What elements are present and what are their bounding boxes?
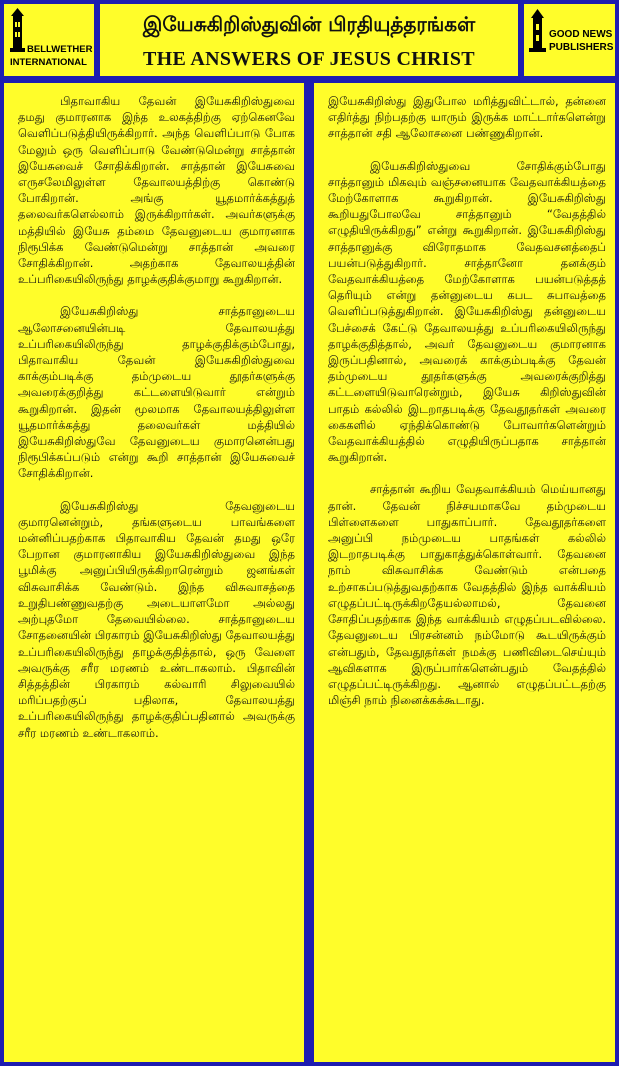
paragraph: பிதாவாகிய தேவன் இயேசுகிறிஸ்துவை தமது குமாரனாக இந்த உலகத்திற்கு ஏற்கெனவே வெளிப்படுத்தியிருக்கிறார். அந்த வெளிப்பாடு போக மேலும் ஒரு வெளிப்பாடு வேண்டுமென்று சாத்தான் இயேசுவைச் சோதிக்கிறான். சாத்தான் இயேசுவை எருசலேமிலுள்ள தேவாலயத்திற்கு கொண்டு போகிறான். அங்கு யூதமார்க்கத்துத் தலைவர்களெல்லாம் இருக்கிறார்கள். அவர்களுக்கு மத்தியில் இயேசு தம்மை தேவனுடைய குமாரனாக நிரூபிக்க வேண்டுமென்று சாத்தான் அவரை சோதிக்கிறான். அதற்காக தேவாலயத்தின் உப்பரிகையிலிருந்து தாழக்குதிக்குமாறு கூறுகிறான். [18,94,295,287]
paragraph: சாத்தான் கூறிய வேதவாக்கியம் மெய்யானது தான். தேவன் நிச்சயமாகவே தம்முடைய பிள்ளைகளை பாதுகாப்பார். தேவதூதர்களை அனுப்பி நம்முடைய பாதங்கள் கல்லில் இடறாதபடிக்கு பாதுகாத்துக்கொள்வார். தேவனை நாம் விசுவாசிக்க வேண்டும் என்பதை உற்சாகப்படுத்துவதற்காக வேதத்தில் இந்த வாக்கியம் எழுதப்பட்டிருக்கிறதேயல்லாமல், தேவனை சோதிப்பதற்காக இந்த வாக்கியம் எழுதப்படவில்லை. தேவனுடைய பிரசன்னம் நம்மோடு கூடயிருக்கும் என்பதும், தேவதூதர்கள் நமக்கு பணிவிடைசெய்யும் ஆவிகளாக இருப்பார்களென்பதும் வேதத்தில் எழுதப்பட்டிருக்கிறது. ஆனால் எழுதப்பட்டதற்கு மிஞ்சி நாம் நினைக்கக்கூடாது. [328,482,606,708]
paragraph: இயேசுகிறிஸ்துவை சோதிக்கும்போது சாத்தானும் மிகவும் வஞ்சனையாக வேதவாக்கியத்தை மேற்கோளாக கூறுகிறான். இயேசுகிறிஸ்து கூறியதுபோலவே சாத்தானும் “வேதத்தில் எழுதியிருக்கிறது” என்று கூறுகிறான். இயேசுகிறிஸ்து சாத்தானுக்கு விரோதமாக வேதவசனத்தைப் பயன்படுத்துகிறார். சாத்தானோ தனக்கும் வேதவாக்கியத்தை மேற்கோளாக பயன்படுத்தத் தெரியும் என்று தன்னுடைய கபட சுபாவத்தை வெளிப்படுத்துகிறான். இயேசுகிறிஸ்து தன்னுடைய பேச்சைக் கேட்டு தேவாலயத்து உப்பரிகையிலிருந்து தாழக்குதித்தால், அவர் தேவனுடைய குமாரனாக இருப்பதினால், அவரைக் காக்கும்படிக்கு தேவன் தம்முடைய தூதர்களுக்கு அவரைக்குறித்து கட்டளையிடுவாரென்றும், இயேசு கிறிஸ்துவின் பாதம் கல்லில் இடறாதபடிக்கு தேவதூதர்கள் அவரை கைகளில் ஏந்திக்கொண்டு போவார்களென்றும் வேதவாக்கியத்தில் எழுதியிருப்பதாக சாத்தான் கூறுகிறான். [328,158,606,465]
paragraph: இயேசுகிறிஸ்து இதுபோல மரித்துவிட்டால், தன்னை எதிர்த்து நிற்பதற்கு யாரும் இருக்க மாட்டார்களென்று சாத்தான் சதி ஆலோசனை பண்ணுகிறான். [328,94,606,141]
title-english: THE ANSWERS OF JESUS CHRIST [143,48,475,70]
title-tamil: இயேசுகிறிஸ்துவின் பிரதியுத்தரங்கள் [142,12,476,36]
paragraph: இயேசுகிறிஸ்து சாத்தானுடைய ஆலோசனையின்படி தேவாலயத்து உப்பரிகையிலிருந்து தாழக்குதிக்கும்போது, பிதாவாகிய தேவன் இயேசுகிறிஸ்துவை காக்கும்படிக்கு தம்முடைய தூதர்களுக்கு அவரைக்குறித்து கட்டளையிடுவார் என்றும் கூறுகிறான். இதன் மூலமாக தேவாலயத்திலுள்ள யூதமார்க்கத்து தலைவர்கள் மத்தியில் இயேசுகிறிஸ்துவே தேவனுடைய குமாரனென்பது நிரூபிக்கப்படும் என்று கூறி சாத்தான் இயேசுவைச் சோதிக்கிறான். [18,304,295,481]
bellwether-logo [4,4,94,76]
logo-right-line2: PUBLISHERS [549,42,614,53]
left-column [4,83,304,1062]
logo-right-line1: GOOD NEWS [549,29,613,40]
right-column [314,83,615,1062]
page-header [100,4,518,76]
logo-left-line2: INTERNATIONAL [10,57,87,68]
logo-left-line1: BELLWETHER [27,44,93,55]
paragraph: இயேசுகிறிஸ்து தேவனுடைய குமாரனென்றும், தங்களுடைய பாவங்களை மன்னிப்பதற்காக பிதாவாகிய தேவன் தமது ஒரே பேறான குமாரனாகிய இயேசுகிறிஸ்துவை இந்த பூமிக்கு அனுப்பியிருக்கிறாரென்றும் ஜனங்கள் விசுவாசிக்க வேண்டும். இந்த விசுவாசத்தை உறுதிபண்ணுவதற்கு அடையாளமோ அல்லது அற்புதமோ தேவையில்லை. சாத்தானுடைய சோதனையின் பிரகாரம் இயேசுகிறிஸ்து தேவாலயத்து உப்பரிகையிலிருந்து தாழக்குதித்தால், ஒரு வேளை அவருக்கு சரீர மரணம் உண்டாகலாம். பிதாவின் சித்தத்தின் பிரகாரம் கல்வாரி சிலுவையில் மரிப்பதற்குப் பதிலாக, தேவாலயத்து உப்பரிகையிலிருந்து தாழக்குதிப்பதினால் அவருக்கு சரீர மரணம் உண்டாகலாம். [18,498,295,740]
good-news-logo [524,4,615,76]
